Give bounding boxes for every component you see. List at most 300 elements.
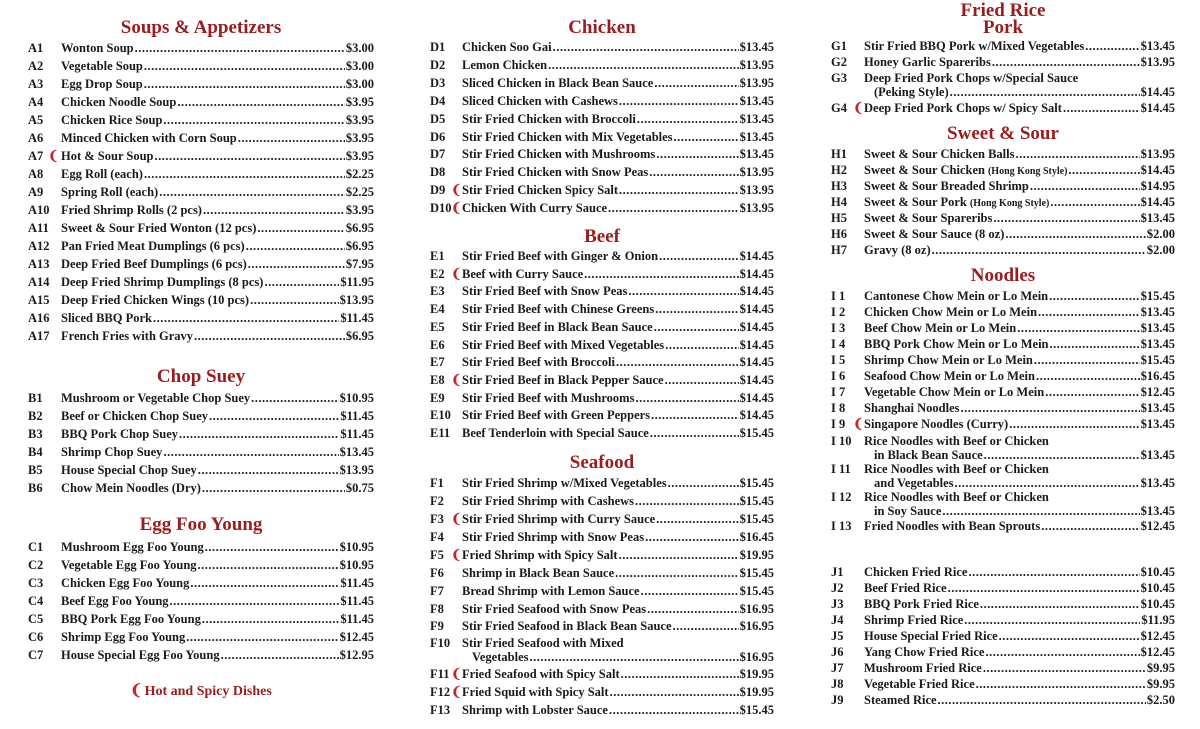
dot-leader <box>621 665 739 683</box>
item-line <box>61 592 374 610</box>
item-line <box>61 39 374 57</box>
item-code: A1 <box>28 41 44 55</box>
item-code: C1 <box>28 540 44 554</box>
menu-item <box>28 255 374 273</box>
item-code: A16 <box>28 311 50 325</box>
menu-column-1 <box>28 0 374 729</box>
item-price: $14.45 <box>739 320 774 334</box>
item-code: F4 <box>430 530 444 544</box>
item-price: $14.45 <box>739 391 774 405</box>
item-name-continued: Vegetables <box>472 650 529 664</box>
menu-item <box>430 492 774 510</box>
item-code: I 9 <box>831 417 846 431</box>
section-heading: Pork <box>982 17 1024 38</box>
item-name: Deep Fried Chicken Wings (10 pcs) <box>61 293 250 307</box>
item-name: BBQ Pork Fried Rice <box>864 597 979 611</box>
item-line <box>61 183 374 201</box>
item-code: G1 <box>831 39 847 53</box>
item-line <box>61 237 374 255</box>
dot-leader <box>257 219 345 237</box>
item-name: Sweet & Sour Chicken Balls <box>864 147 1015 161</box>
item-code: H5 <box>831 211 847 225</box>
item-name: Minced Chicken with Corn Soup <box>61 131 237 145</box>
dot-leader <box>932 241 1146 259</box>
item-code: F6 <box>430 566 444 580</box>
item-name: Stir Fried Beef with Mushrooms <box>462 391 635 405</box>
item-name: Stir Fried Beef with Chinese Greens <box>462 302 655 316</box>
dot-leader <box>221 646 339 664</box>
dot-leader <box>654 74 738 92</box>
item-price: $11.45 <box>340 427 374 441</box>
dot-leader <box>609 701 739 719</box>
item-price: $15.45 <box>739 476 774 490</box>
item-price: $10.45 <box>1140 597 1175 611</box>
dot-leader <box>1009 415 1139 433</box>
item-line <box>61 389 374 407</box>
item-code: I 2 <box>831 305 846 319</box>
dot-leader <box>650 424 739 442</box>
item-code: G4 <box>831 101 847 115</box>
item-name: Yang Chow Fried Rice <box>864 645 985 659</box>
item-price: $14.45 <box>739 267 774 281</box>
item-price: $13.45 <box>739 112 774 126</box>
menu-item <box>28 39 374 57</box>
item-code: H7 <box>831 243 847 257</box>
menu-item <box>430 564 774 582</box>
item-code: J2 <box>831 581 844 595</box>
item-name: Chicken Egg Foo Young <box>61 576 190 590</box>
item-line <box>61 219 374 237</box>
item-price: $10.95 <box>339 540 374 554</box>
item-code: E6 <box>430 338 445 352</box>
item-name: BBQ Pork Egg Foo Young <box>61 612 201 626</box>
item-code: I 11 <box>831 462 851 476</box>
item-line <box>462 110 774 128</box>
menu-item <box>430 528 774 546</box>
item-price: $11.45 <box>340 409 374 423</box>
item-line <box>462 282 774 300</box>
dot-leader <box>155 147 345 165</box>
item-code: E9 <box>430 391 445 405</box>
item-code: E1 <box>430 249 445 263</box>
item-name: Fried Seafood with Spicy Salt <box>462 667 620 681</box>
menu-item <box>28 538 374 556</box>
item-code: A14 <box>28 275 50 289</box>
item-code: E10 <box>430 408 451 422</box>
item-line <box>462 145 774 163</box>
item-name: Egg Roll (each) <box>61 167 143 181</box>
dot-leader <box>674 128 739 146</box>
item-code: F5 <box>430 548 444 562</box>
item-price: $13.45 <box>1140 39 1175 53</box>
menu-item <box>430 336 774 354</box>
menu-item <box>28 165 374 183</box>
menu-item <box>430 110 774 128</box>
item-line <box>61 461 374 479</box>
item-name: Stir Fried Seafood in Black Bean Sauce <box>462 619 672 633</box>
item-name: Shrimp Chow Mein or Lo Mein <box>864 353 1033 367</box>
item-code: G2 <box>831 55 847 69</box>
item-code: I 8 <box>831 401 846 415</box>
menu-item <box>831 691 1175 709</box>
menu-item <box>28 646 374 664</box>
item-code: J3 <box>831 597 844 611</box>
dot-leader <box>250 291 339 309</box>
item-code: A8 <box>28 167 44 181</box>
dot-leader <box>656 145 738 163</box>
dot-leader <box>159 183 345 201</box>
menu-item <box>430 56 774 74</box>
item-code: A2 <box>28 59 44 73</box>
dot-leader <box>641 582 739 600</box>
dot-leader <box>649 163 738 181</box>
item-code: C4 <box>28 594 44 608</box>
menu-item <box>28 610 374 628</box>
dot-leader <box>608 199 739 217</box>
item-code: I 1 <box>831 289 846 303</box>
dot-leader <box>202 610 339 628</box>
item-name: Rice Noodles with Beef or Chicken <box>864 490 1049 504</box>
item-line <box>61 425 374 443</box>
item-name: BBQ Pork Chow Mein or Lo Mein <box>864 337 1049 351</box>
dot-leader <box>153 309 339 327</box>
item-name: Shanghai Noodles <box>864 401 960 415</box>
item-name: Stir Fried Seafood with Mixed <box>462 636 624 650</box>
item-price: $13.45 <box>1140 337 1175 351</box>
item-code: A3 <box>28 77 44 91</box>
item-price: $10.45 <box>1140 581 1175 595</box>
dot-leader <box>251 389 338 407</box>
menu-item <box>831 69 1175 99</box>
item-price: $9.95 <box>1146 677 1175 691</box>
section-heading: Beef <box>584 226 620 247</box>
item-line <box>61 57 374 75</box>
item-price: $13.95 <box>739 165 774 179</box>
pepper-icon: ❨ <box>451 182 462 197</box>
item-code: E5 <box>430 320 445 334</box>
item-name: Beef with Curry Sauce <box>462 267 584 281</box>
item-price: $16.95 <box>739 619 774 633</box>
item-line <box>462 336 774 354</box>
item-price: $11.45 <box>340 594 374 608</box>
item-code: A9 <box>28 185 44 199</box>
item-line <box>61 443 374 461</box>
item-line <box>462 56 774 74</box>
item-price: $13.95 <box>339 293 374 307</box>
dot-leader <box>656 510 738 528</box>
item-code: F7 <box>430 584 444 598</box>
dot-leader <box>163 111 344 129</box>
item-code: D6 <box>430 130 446 144</box>
item-name: BBQ Pork Chop Suey <box>61 427 179 441</box>
item-name: Stir Fried Shrimp w/Mixed Vegetables <box>462 476 667 490</box>
item-price: $11.95 <box>1141 613 1175 627</box>
item-code: A12 <box>28 239 50 253</box>
menu-item <box>430 683 774 701</box>
item-line <box>61 291 374 309</box>
item-price: $2.00 <box>1146 227 1175 241</box>
item-price: $14.45 <box>739 338 774 352</box>
item-code: C6 <box>28 630 44 644</box>
dot-leader <box>205 538 339 556</box>
item-price: $13.45 <box>739 130 774 144</box>
item-code: H2 <box>831 163 847 177</box>
item-name: Chicken Chow Mein or Lo Mein <box>864 305 1038 319</box>
item-price: $12.45 <box>1140 519 1175 533</box>
dot-leader <box>665 371 739 389</box>
item-name: Sliced BBQ Pork <box>61 311 152 325</box>
item-code: A11 <box>28 221 49 235</box>
item-code: B6 <box>28 481 43 495</box>
item-price: $14.45 <box>739 373 774 387</box>
item-name: Stir Fried Chicken Spicy Salt <box>462 183 619 197</box>
section-heading: Soups & Appetizers <box>120 17 282 38</box>
menu-item <box>430 600 774 618</box>
item-code: E8 <box>430 373 445 387</box>
item-name: Shrimp in Black Bean Sauce <box>462 566 615 580</box>
item-price: $13.95 <box>739 183 774 197</box>
item-line-2 <box>472 648 774 666</box>
dot-leader <box>194 327 345 345</box>
dot-leader <box>190 574 339 592</box>
item-code: E2 <box>430 267 445 281</box>
item-line <box>462 564 774 582</box>
item-code: D5 <box>430 112 446 126</box>
dot-leader <box>179 425 339 443</box>
item-price: $15.45 <box>739 584 774 598</box>
item-line <box>462 510 774 528</box>
item-code: F3 <box>430 512 444 526</box>
dot-leader <box>665 336 738 354</box>
item-price: $13.95 <box>739 201 774 215</box>
menu-item <box>831 517 1175 535</box>
item-line <box>462 163 774 181</box>
item-price: $2.50 <box>1146 693 1175 707</box>
item-price: $11.45 <box>340 576 374 590</box>
menu-item <box>430 510 774 528</box>
spicy-legend <box>130 682 272 701</box>
item-code: D10 <box>430 201 452 215</box>
item-price: $16.45 <box>1140 369 1175 383</box>
item-name: Sweet & Sour Chicken <box>864 163 985 177</box>
item-price: $19.95 <box>739 685 774 699</box>
dot-leader <box>198 556 339 574</box>
item-line <box>462 701 774 719</box>
item-code: C7 <box>28 648 44 662</box>
section-heading: Egg Foo Young <box>139 514 263 535</box>
item-code: J8 <box>831 677 844 691</box>
item-price: $10.45 <box>1140 565 1175 579</box>
pepper-icon: ❨ <box>451 511 462 526</box>
item-price: $15.45 <box>739 512 774 526</box>
item-code: B1 <box>28 391 43 405</box>
item-name: Mushroom Egg Foo Young <box>61 540 204 554</box>
item-name: Egg Drop Soup <box>61 77 143 91</box>
item-price: $13.95 <box>1140 147 1175 161</box>
item-line <box>462 181 774 199</box>
dot-leader <box>248 255 345 273</box>
pepper-icon: ❨ <box>451 547 462 562</box>
item-code: J1 <box>831 565 844 579</box>
dot-leader <box>673 617 739 635</box>
item-line <box>61 574 374 592</box>
dot-leader <box>584 265 738 283</box>
item-code: D1 <box>430 40 446 54</box>
item-name: Chicken Rice Soup <box>61 113 163 127</box>
item-price: $2.25 <box>345 167 374 181</box>
item-line <box>61 93 374 111</box>
spicy-legend-label: Hot and Spicy Dishes <box>144 684 272 699</box>
item-price: $3.95 <box>345 149 374 163</box>
item-code: F11 <box>430 667 450 681</box>
item-name: Stir Fried Beef with Broccoli <box>462 355 615 369</box>
item-code: I 12 <box>831 490 852 504</box>
item-line <box>462 128 774 146</box>
item-name: House Special Chop Suey <box>61 463 197 477</box>
item-line <box>864 99 1175 117</box>
pepper-icon: ❨ <box>451 372 462 387</box>
item-name: Stir Fried Beef with Snow Peas <box>462 284 628 298</box>
item-line <box>61 309 374 327</box>
item-code: I 10 <box>831 434 852 448</box>
item-code: A13 <box>28 257 50 271</box>
item-code: C5 <box>28 612 44 626</box>
menu-item <box>430 371 774 389</box>
menu-item <box>831 432 1175 462</box>
dot-leader <box>170 592 340 610</box>
menu-item <box>430 406 774 424</box>
item-code: A7 <box>28 149 44 163</box>
item-name: Stir Fried Seafood with Snow Peas <box>462 602 647 616</box>
pepper-icon: ❨ <box>130 683 143 699</box>
menu-item <box>28 461 374 479</box>
item-name: French Fries with Gravy <box>61 329 194 343</box>
item-price: $15.45 <box>1140 353 1175 367</box>
item-price: $6.95 <box>345 329 374 343</box>
item-price: $16.95 <box>739 602 774 616</box>
menu-item <box>28 574 374 592</box>
item-name: Honey Garlic Spareribs <box>864 55 991 69</box>
item-code: E7 <box>430 355 445 369</box>
item-price: $15.45 <box>739 566 774 580</box>
item-price: $13.45 <box>1140 476 1175 490</box>
item-name: Shrimp Egg Foo Young <box>61 630 186 644</box>
dot-leader <box>209 407 339 425</box>
item-name: Beef Egg Foo Young <box>61 594 169 608</box>
item-name: Deep Fried Pork Chops w/ Spicy Salt <box>864 101 1062 115</box>
item-name: Seafood Chow Mein or Lo Mein <box>864 369 1035 383</box>
dot-leader <box>619 181 739 199</box>
item-name: Deep Fried Shrimp Dumplings (8 pcs) <box>61 275 264 289</box>
item-name: Singapore Noodles (Curry) <box>864 417 1009 431</box>
item-name: Beef Chow Mein or Lo Mein <box>864 321 1017 335</box>
item-name: Deep Fried Pork Chops w/Special Sauce <box>864 71 1079 85</box>
dot-leader <box>635 389 738 407</box>
item-line <box>462 371 774 389</box>
item-price: $19.95 <box>739 548 774 562</box>
item-price: $14.95 <box>1140 179 1175 193</box>
item-price: $7.95 <box>345 257 374 271</box>
item-name: Vegetable Egg Foo Young <box>61 558 197 572</box>
item-code: C3 <box>28 576 44 590</box>
item-price: $13.95 <box>739 76 774 90</box>
item-line <box>462 265 774 283</box>
pepper-icon: ❨ <box>451 666 462 681</box>
item-price: $14.45 <box>1140 101 1175 115</box>
item-name: Chicken With Curry Sauce <box>462 201 608 215</box>
item-name: Cantonese Chow Mein or Lo Mein <box>864 289 1049 303</box>
menu-item <box>831 99 1175 117</box>
section-heading: Chicken <box>568 17 636 38</box>
item-line <box>61 255 374 273</box>
dot-leader <box>135 39 345 57</box>
menu-item <box>430 38 774 56</box>
item-line <box>864 517 1175 535</box>
item-code: A5 <box>28 113 44 127</box>
item-price: $12.45 <box>1140 385 1175 399</box>
item-price: $12.45 <box>1140 629 1175 643</box>
item-line <box>61 407 374 425</box>
dot-leader <box>144 57 345 75</box>
item-code: D3 <box>430 76 446 90</box>
dot-leader <box>264 273 339 291</box>
menu-item <box>430 424 774 442</box>
item-code: F1 <box>430 476 444 490</box>
item-name-continued: (Peking Style) <box>874 85 949 99</box>
item-name: Shrimp Chop Suey <box>61 445 163 459</box>
item-line <box>462 665 774 683</box>
item-price: $10.95 <box>339 558 374 572</box>
item-line <box>61 538 374 556</box>
item-code: H3 <box>831 179 847 193</box>
menu-item <box>430 181 774 199</box>
item-price: $13.45 <box>1140 401 1175 415</box>
item-price: $16.95 <box>739 650 774 664</box>
item-line <box>462 74 774 92</box>
pepper-icon: ❨ <box>451 266 462 281</box>
menu-item <box>28 57 374 75</box>
item-price: $3.95 <box>345 113 374 127</box>
menu-item <box>430 634 774 664</box>
item-code: G3 <box>831 71 847 85</box>
item-name: Sweet & Sour Breaded Shrimp <box>864 179 1029 193</box>
item-code: D9 <box>430 183 446 197</box>
dot-leader <box>637 110 739 128</box>
menu-item <box>831 488 1175 518</box>
item-line <box>61 147 374 165</box>
menu-item <box>831 241 1175 259</box>
item-name: Stir Fried Shrimp with Snow Peas <box>462 530 645 544</box>
item-line <box>462 406 774 424</box>
item-price: $15.45 <box>739 703 774 717</box>
item-line <box>462 353 774 371</box>
item-name: Rice Noodles with Beef or Chicken <box>864 462 1049 476</box>
item-price: $11.45 <box>340 612 374 626</box>
item-code: E3 <box>430 284 445 298</box>
item-line <box>61 75 374 93</box>
item-price: $12.45 <box>1140 645 1175 659</box>
menu-item <box>430 318 774 336</box>
dot-leader <box>198 461 339 479</box>
dot-leader <box>619 546 739 564</box>
item-price: $11.45 <box>340 311 374 325</box>
item-line <box>462 247 774 265</box>
item-name: Stir Fried Beef in Black Bean Sauce <box>462 320 653 334</box>
item-price: $3.00 <box>345 77 374 91</box>
item-line <box>462 300 774 318</box>
dot-leader <box>1063 99 1140 117</box>
item-name: Mushroom Fried Rice <box>864 661 982 675</box>
